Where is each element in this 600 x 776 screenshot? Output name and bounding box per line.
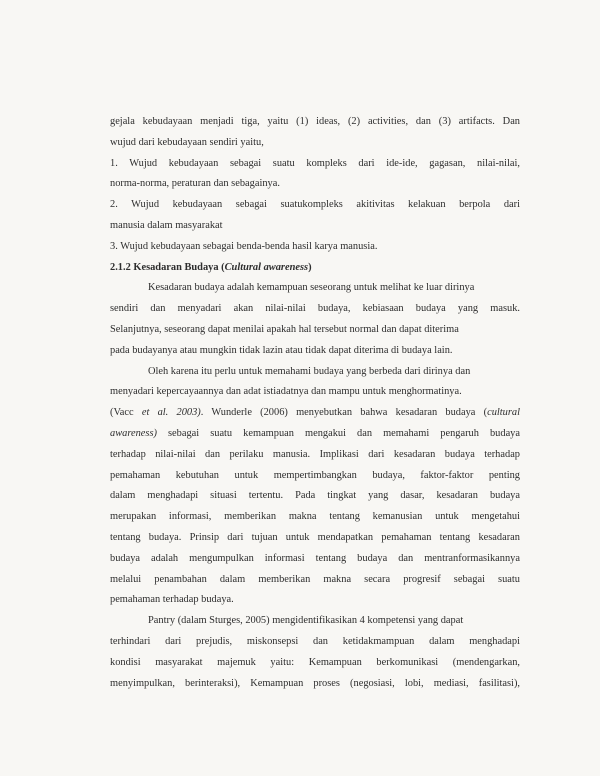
- list-item-2: 2. Wujud kebudayaan sebagai suatukompleks akitivitas kelakuan berpola dari: [110, 199, 520, 211]
- paragraph-line: dalam menghadapi situasi tertentu. Pada tingkat yang dasar, kesadaran budaya: [110, 490, 520, 502]
- paragraph-line: merupakan informasi, memberikan makna tentang kemanusian untuk mengetahui: [110, 511, 520, 523]
- list-item-1: 1. Wujud kebudayaan sebagai suatu kompleks dari ide-ide, gagasan, nilai-nilai,: [110, 157, 520, 169]
- paragraph-line: Selanjutnya, seseorang dapat menilai apakah hal tersebut normal dan dapat diterima: [110, 323, 459, 335]
- paragraph-line: tentang budaya. Prinsip dari tujuan untuk mendapatkan pemahaman tentang kesadaran: [110, 531, 520, 543]
- paragraph-line: menyimpulkan, berinteraksi), Kemampuan proses (negosiasi, lobi, mediasi, fasilitasi),: [110, 677, 520, 689]
- paragraph-line: sendiri dan menyadari akan nilai-nilai budaya, kebiasaan budaya yang masuk.: [110, 303, 520, 315]
- text-line: gejala kebudayaan menjadi tiga, yaitu (1) ideas, (2) activities, dan (3) artifacts. Dan: [110, 116, 520, 127]
- paragraph-line: menyadari kepercayaannya dan adat istiadatnya dan mampu untuk menghormatinya.: [110, 386, 462, 398]
- paragraph-line: budaya adalah mengumpulkan informasi tentang budaya dan mentranformasikannya: [110, 552, 520, 564]
- text-line: norma-norma, peraturan dan sebagainya.: [110, 178, 280, 190]
- paragraph-line: Pantry (dalam Sturges, 2005) mengidentifikasikan 4 kompetensi yang dapat: [148, 615, 464, 627]
- paragraph-line: Kesadaran budaya adalah kemampuan seseorang untuk melihat ke luar dirinya: [148, 282, 475, 294]
- document-body: [110, 112, 520, 694]
- paragraph-line: Oleh karena itu perlu untuk memahami budaya yang berbeda dari dirinya dan: [148, 365, 471, 377]
- paragraph-line: melalui penambahan dalam memberikan makna secara progresif sebagai suatu: [110, 573, 520, 585]
- section-heading: 2.1.2 Kesadaran Budaya (Cultural awareness): [110, 261, 312, 273]
- paragraph-line: pemahaman kebutuhan untuk mempertimbangkan budaya, faktor-faktor penting: [110, 469, 520, 481]
- paragraph-line: terhadap nilai-nilai dan perilaku manusia. Implikasi dari kesadaran budaya terhadap: [110, 448, 520, 460]
- paragraph-line: (Vacc et al. 2003). Wunderle (2006) menyebutkan bahwa kesadaran budaya (cultural: [110, 407, 520, 419]
- paragraph-line: pemahaman terhadap budaya.: [110, 594, 234, 606]
- text-line: manusia dalam masyarakat: [110, 219, 223, 231]
- paragraph-line: pada budayanya atau mungkin tidak lazin atau tidak dapat diterima di budaya lain.: [110, 344, 453, 356]
- paragraph-line: awareness) sebagai suatu kemampuan mengakui dan memahami pengaruh budaya: [110, 427, 520, 439]
- list-item-3: 3. Wujud kebudayaan sebagai benda-benda hasil karya manusia.: [110, 240, 378, 252]
- paragraph-line: kondisi masyarakat majemuk yaitu: Kemampuan berkomunikasi (mendengarkan,: [110, 656, 520, 668]
- text-line: wujud dari kebudayaan sendiri yaitu,: [110, 136, 264, 148]
- paragraph-line: terhindari dari prejudis, miskonsepsi dan ketidakmampuan dalam menghadapi: [110, 635, 520, 647]
